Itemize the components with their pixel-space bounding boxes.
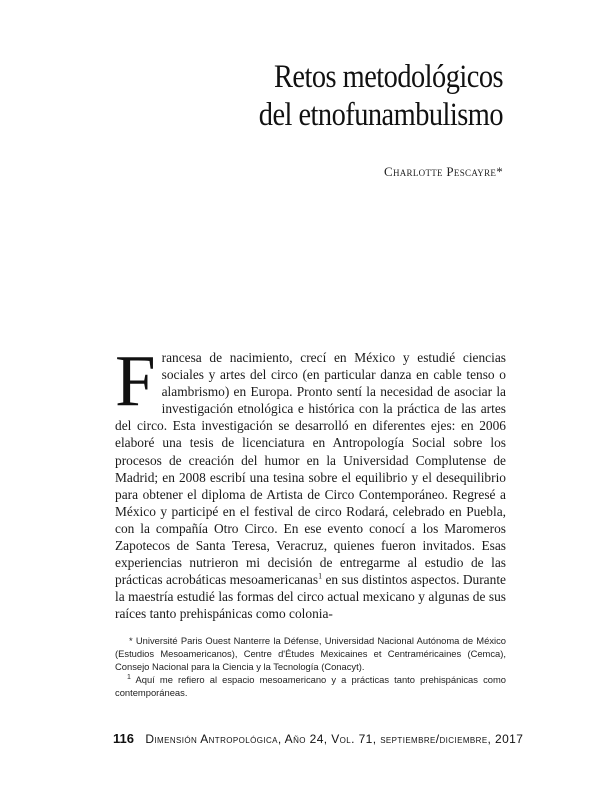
article-title [259,58,503,134]
footnote-divider [113,627,508,628]
journal-citation: Dimensión Antropológica, Año 24, Vol. 71, septiembre/diciembre, 2017 [145,732,524,746]
footnote-1 [115,673,506,699]
article-title-line-2: del etnofunambulismo [258,97,503,133]
page-footer [113,731,523,746]
article-title-line-1: Retos metodológicos [273,59,503,95]
footnote-1-marker: 1 [127,673,131,681]
footnotes [115,634,506,699]
body-paragraph [115,340,506,623]
drop-cap: F [115,340,156,421]
footnote-affiliation: * Université Paris Ouest Nanterre la Défense, Universidad Nacional Autónoma de México (Estudios Mesoamericanos), Centre d'Études Mexicaines et Centraméricaines (Cemca), Consejo Nacional para la Ciencia y la Tecnología (Conacyt). [115,635,506,672]
body-lead-text: rancesa de nacimiento, crecí en México y estudié ciencias sociales y artes del circo (en particular danza en cable tenso o alambrismo) en Europa. Pronto sentí la necesidad de asociar la investigación etnológica e histórica con la práctica de las artes del circo. Esta investigación se desarrolló en diferentes ejes: en 2006 elaboré una tesis de licenciatura en Antropología Social sobre los procesos de creación del humor en la Universidad Complutense de Madrid; en 2008 escribí una tesina sobre el equilibrio y el desequilibrio para obtener el diploma de Artista de Circo Contemporáneo. Regresé a México y participé en el festival de circo Rodará, celebrado en Puebla, con la compañía Otro Circo. En ese evento conocí a los Maromeros Zapotecos de Santa Teresa, Veracruz, quienes fueron invitados. Esas experiencias nutrieron mi decisión de entregarme al estudio de las prácticas acrobáticas mesoamericanas [115,350,506,588]
author-name: Charlotte Pescayre* [383,164,503,179]
footnote-reference: 1 [318,571,323,581]
footnote-1-text: Aquí me refiero al espacio mesoamericano y a prácticas tanto prehispánicas como contemporáneas. [115,674,506,698]
page-number: 116 [113,731,134,746]
body-tail-text: en sus distintos aspectos. Durante la maestría estudié las formas del circo actual mexicano y algunas de sus raíces tanto prehispánicas como colonia- [115,572,506,622]
